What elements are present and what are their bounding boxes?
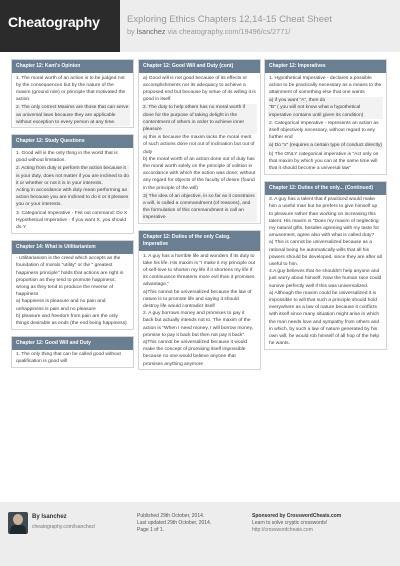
section-paragraph: 2. Categorical Imperative - represents an action as itself objectively necessary, without regard to any further end (269, 120, 379, 141)
sheet-byline (127, 27, 290, 36)
byline-by: by (127, 27, 135, 36)
section-box (264, 59, 387, 175)
section-paragraph: 1. A guy has a horrible life and wonders if its duty to take his life. His maxim is "I make it my principle out of self-love to shorten my life if it shortens my life if its continuance threatens more evil than it promises advantage." a)This cannot be universalized because the law of nature is to promote life and saying it should destroy life would contradict itself 2. A guy borrows money and promises to pay it back but actually intends not to. The maxim of the action is "When I need money, I will borrow money, promise to pay it back but then not pay it back". a)This cannot be universalized because it would make the concept of promising itself impossible because no one would believe anyone that promises anything anymore (143, 253, 256, 367)
column-3 (264, 59, 387, 356)
section-paragraph: a) this is because the maxim lacks the moral merit of such actions done not out of inclination but out of duty b) the moral worth of an action done out of duty has the moral worth solely on the principle of volition in accordance with which the action was done; without any regard for objects of the faculty of desire (found in the principle of the will) (143, 135, 256, 191)
section-title: Chapter 12: Good Will and Duty (12, 337, 133, 350)
section-title: Chapter 14: What is Utilitarianism (12, 241, 133, 254)
section-paragraph: 3. A guy has a talent that if practiced would make him a useful man but he prefers to give himself up to pleasure rather than working on increasing this talent. His maxim is "Does my maxim of neglecting my natural gifts, besides agreeing with my taste for amusement, agree also with what is called duty? a) This is cannot be universalized because as a rational being he automatically wills that all his powers should be developed, since they are after all useful to him. 4.A guy believes that he shouldn't help anyone and just worry about himself. Now the human race could survive perfectly well if this was universalized. a) Although the maxim could be universalized it is impossible to will that such a principle should hold everywhere as a law of nature because it conflicts with itself since many situation might arise in which the man needs love and sympathy from others and in which, by such a law of nature generated by his own will, he would rob himself of all hop of the help he wants. (269, 197, 382, 347)
page-count: Page 1 of 1. (137, 527, 164, 533)
logo-text: Cheatography (8, 14, 100, 30)
section-title: Chapter 12: Kant's Opinion (12, 60, 133, 73)
published-date: Published 29th October, 2014. (137, 513, 205, 519)
section-paragraph: 1. The moral worth of an action is to be judged not by the consequences but by the nature of the maxim (ground rule) or principle that motivated the action. (16, 75, 126, 103)
section-paragraph: 1. Hypothetical Imperative - declares a possible action to be practically necessary as a means to the attainment of something else that one wants (269, 75, 382, 95)
sponsor-link[interactable]: http://crosswordcheats.com (252, 527, 313, 533)
section-box (264, 181, 387, 350)
column-2 (138, 59, 261, 376)
sheet-title: Exploring Ethics Chapters 12,14-15 Cheat Sheet (127, 14, 332, 25)
section-title: Chapter 12: Duties of the only Categ. Imperative (139, 231, 260, 251)
section-paragraph: 1. Good will is the only thing in the world that is good without limitation. (16, 150, 118, 164)
section-title: Chapter 12: Imperatives (265, 60, 386, 73)
column-1 (11, 59, 134, 374)
section-box (11, 240, 134, 330)
section-paragraph: b) The ONLY categorical imperative is "Act only on that maxim by which you can at the same time will that it should become a universal law" (269, 151, 379, 171)
section-paragraph: 2. Acting from duty is perform the action because it is your duty, does not matter if you are inclined to do it or whether or not it is in your interests. Acting in accordance with duty mean performing an action because you are inclined to do it or it pleases you or your interests. (16, 166, 129, 208)
footer-author-name: By lsanchez (32, 514, 67, 520)
author-avatar[interactable] (8, 512, 28, 534)
section-paragraph: 2. The duty to help others has no moral worth if done for the purpose of taking delight in the contentment of others in order to achieve inner pleasure (142, 104, 257, 134)
section-box (138, 59, 261, 224)
section-title: Chapter 12: Good Will and Duty (cont) (139, 60, 260, 73)
footer-sponsor (252, 513, 341, 534)
updated-date: Last updated 29th October, 2014. (137, 520, 212, 526)
section-title: Chapter 12: Study Questions (12, 135, 133, 148)
section-paragraph: a) if you want "A", then do "B" ( you will not know what a hypothetical imperative contains until given its condition) (268, 97, 383, 120)
section-paragraph: 3) The idea of an objective, in so far as it constrains a will, is called a commandment (of reasons), and the formulation of this commandment is call an imperative (142, 192, 257, 222)
sponsor-text: Learn to solve cryptic crosswords! (252, 520, 328, 526)
page-footer (0, 502, 400, 566)
avatar-body-shape (10, 525, 26, 534)
author-link[interactable]: lsanchez (136, 27, 166, 36)
section-paragraph: 2. The only correct Maxims are those that can serve as universal laws because they are applicable without exception to every person at any time. (16, 105, 129, 125)
section-paragraph: a) Good will is not good because of its effects or accomplishments nor its adequacy to achieve a proposed end but because by virtue of its willing it is good in itself (143, 75, 256, 103)
section-box (11, 59, 134, 128)
section-box (138, 230, 261, 370)
section-paragraph: 3. Categorical Imperative - Fist out command: Do X Hypothetical Imperative - If you want X, you should do Y (16, 210, 128, 230)
footer-author-link[interactable]: cheatography.com/lsanchez/ (32, 524, 96, 530)
section-paragraph: a) Do "x" (requires a certain type of conduct directly) (269, 143, 383, 149)
avatar-head-shape (13, 514, 23, 525)
sponsor-title: Sponsored by CrosswordCheats.com (252, 513, 342, 519)
section-box (11, 134, 134, 233)
footer-dates (137, 513, 211, 534)
sheet-url-link[interactable]: via cheatography.com/19496/cs/2771/ (167, 27, 291, 36)
section-paragraph: - Utilitarianism is the creed which accepts as the foundation of morals "utility" or the " greatest happiness principle" holds that actions are right in proportion as they tend to promote happiness; wrong as they tend to produce the reverse of happiness a) happiness is pleasure and no pain and unhappiness is pain and no pleasure b) pleasure and freedom from pain are the only things desirable as ends (the end being happiness) (16, 256, 127, 326)
section-box (11, 336, 134, 368)
cheatography-logo[interactable] (0, 0, 120, 52)
section-title: Chapter 12: Duties of the only... (Continued) (265, 182, 386, 195)
page-header (0, 0, 400, 52)
section-paragraph: 1. The only thing that can be called good without qualification is good will (16, 352, 121, 365)
